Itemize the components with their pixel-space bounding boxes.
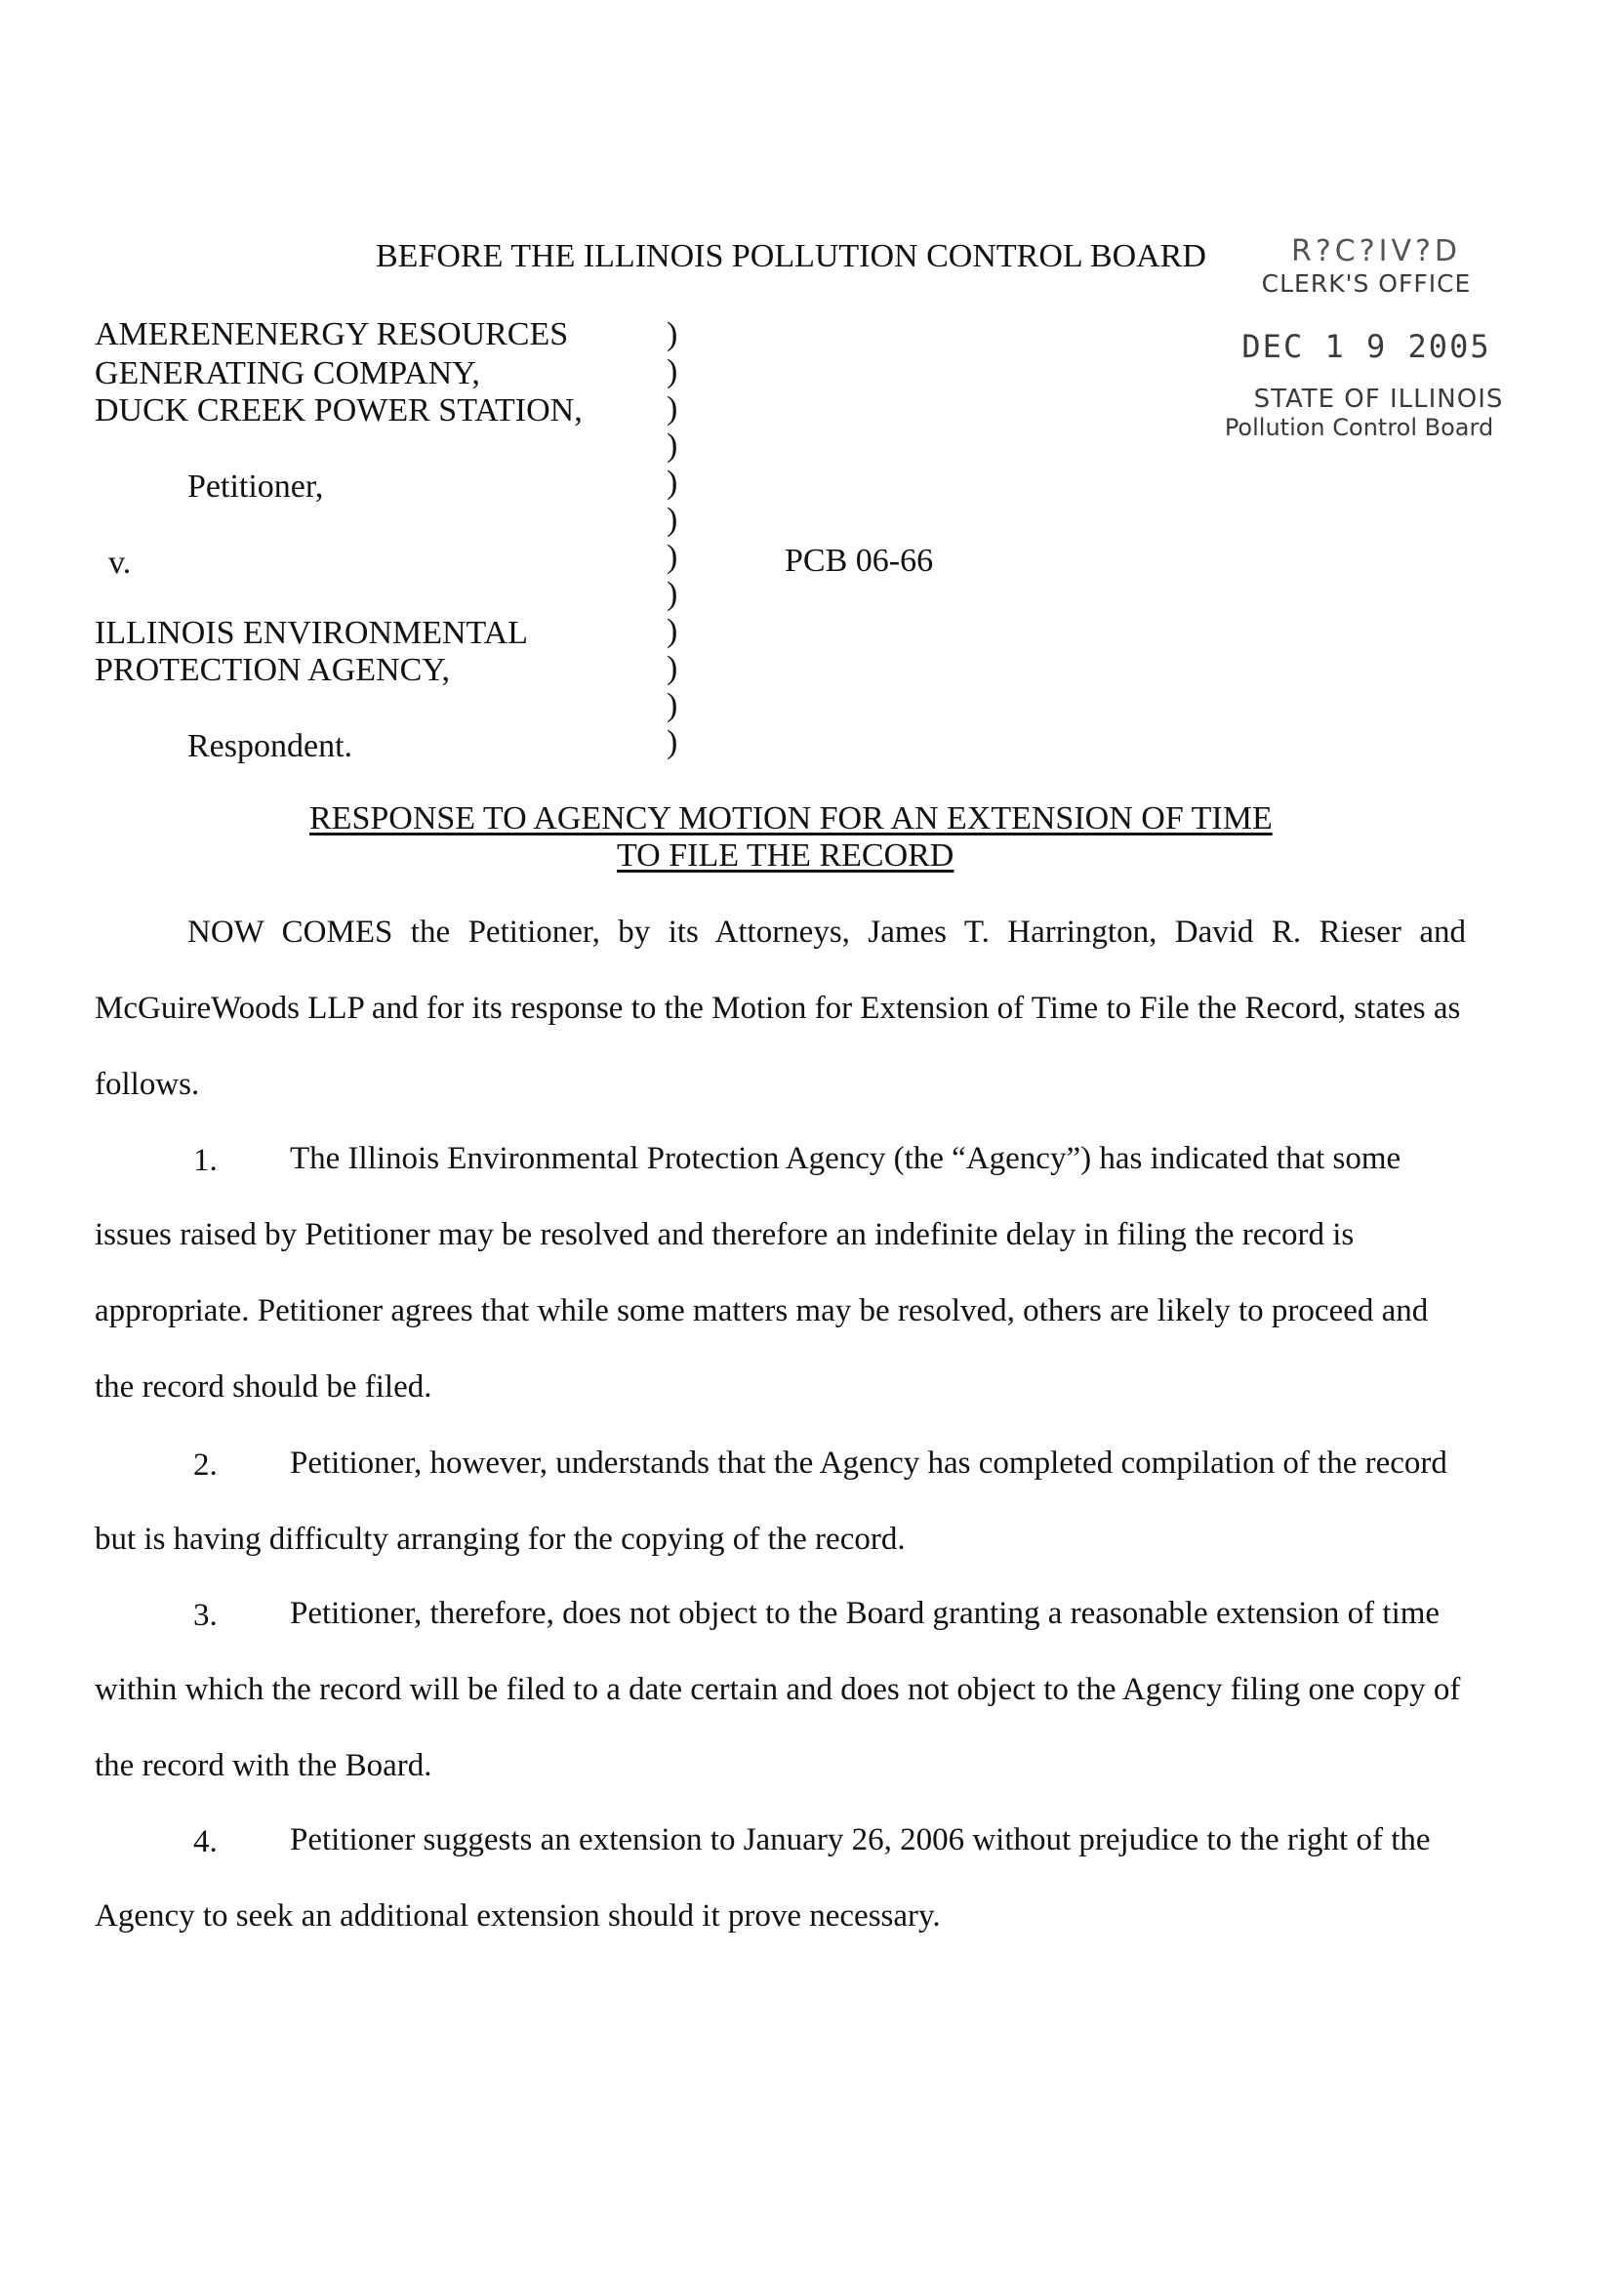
document-title-line-2: TO FILE THE RECORD xyxy=(617,837,954,874)
paragraph-1-line-4: the record should be filed. xyxy=(95,1369,432,1405)
paren: ) xyxy=(667,428,678,464)
petitioner-role: Petitioner, xyxy=(187,469,324,505)
paragraph-number: 1. xyxy=(193,1143,218,1178)
stamp-clerks-office: CLERK'S OFFICE xyxy=(1261,269,1472,298)
paragraph-1-line-1: The Illinois Environmental Protection Agency (the “Agency”) has indicated that some xyxy=(290,1141,1401,1176)
stamp-received: R?C?IV?D xyxy=(1290,234,1462,268)
respondent-name-line-1: ILLINOIS ENVIRONMENTAL xyxy=(95,615,528,651)
paren: ) xyxy=(667,390,678,427)
versus: v. xyxy=(108,545,132,581)
paragraph-number: 3. xyxy=(193,1598,218,1633)
intro-line-2: McGuireWoods LLP and for its response to the Motion for Extension of Time to File the Record, states as xyxy=(95,991,1461,1026)
paren: ) xyxy=(667,576,678,612)
stamp-board: Pollution Control Board xyxy=(1224,414,1494,441)
intro-line-1: NOW COMES the Petitioner, by its Attorneys, James T. Harrington, David R. Rieser and xyxy=(187,915,1466,950)
paren: ) xyxy=(667,502,678,538)
respondent-name-line-2: PROTECTION AGENCY, xyxy=(95,652,450,688)
respondent-role: Respondent. xyxy=(187,728,353,764)
paragraph-number: 4. xyxy=(193,1824,218,1859)
paragraph-3-line-2: within which the record will be filed to a date certain and does not object to the Agency filing one copy of xyxy=(95,1672,1461,1707)
paragraph-1-line-2: issues raised by Petitioner may be resolved and therefore an indefinite delay in filing the record is xyxy=(95,1217,1355,1252)
paren: ) xyxy=(667,316,678,352)
paragraph-1-line-3: appropriate. Petitioner agrees that while some matters may be resolved, others are likely to proceed and xyxy=(95,1293,1429,1328)
stamp-date: DEC 1 9 2005 xyxy=(1241,328,1491,365)
paragraph-4-line-1: Petitioner suggests an extension to January 26, 2006 without prejudice to the right of the xyxy=(290,1822,1431,1857)
paren: ) xyxy=(667,724,678,760)
paren: ) xyxy=(667,687,678,723)
paragraph-number: 2. xyxy=(193,1447,218,1483)
paren: ) xyxy=(667,613,678,649)
petitioner-name-line-3: DUCK CREEK POWER STATION, xyxy=(95,392,583,428)
paren: ) xyxy=(667,539,678,575)
document-title-line-1: RESPONSE TO AGENCY MOTION FOR AN EXTENSION OF TIME xyxy=(309,800,1273,836)
petitioner-name-line-2: GENERATING COMPANY, xyxy=(95,355,480,391)
paragraph-3-line-1: Petitioner, therefore, does not object to the Board granting a reasonable extension of time xyxy=(290,1596,1441,1631)
board-heading: BEFORE THE ILLINOIS POLLUTION CONTROL BOARD xyxy=(376,238,1206,274)
intro-line-3: follows. xyxy=(95,1067,200,1102)
paragraph-2-line-2: but is having difficulty arranging for the copying of the record. xyxy=(95,1522,906,1557)
stamp-state: STATE OF ILLINOIS xyxy=(1253,385,1504,414)
paren: ) xyxy=(667,650,678,686)
case-number: PCB 06-66 xyxy=(785,543,934,579)
paren: ) xyxy=(667,353,678,389)
paren: ) xyxy=(667,465,678,501)
paragraph-2-line-1: Petitioner, however, understands that the Agency has completed compilation of the record xyxy=(290,1446,1447,1481)
paragraph-4-line-2: Agency to seek an additional extension should it prove necessary. xyxy=(95,1898,941,1934)
petitioner-name-line-1: AMERENENERGY RESOURCES xyxy=(95,316,569,352)
paragraph-3-line-3: the record with the Board. xyxy=(95,1748,432,1783)
